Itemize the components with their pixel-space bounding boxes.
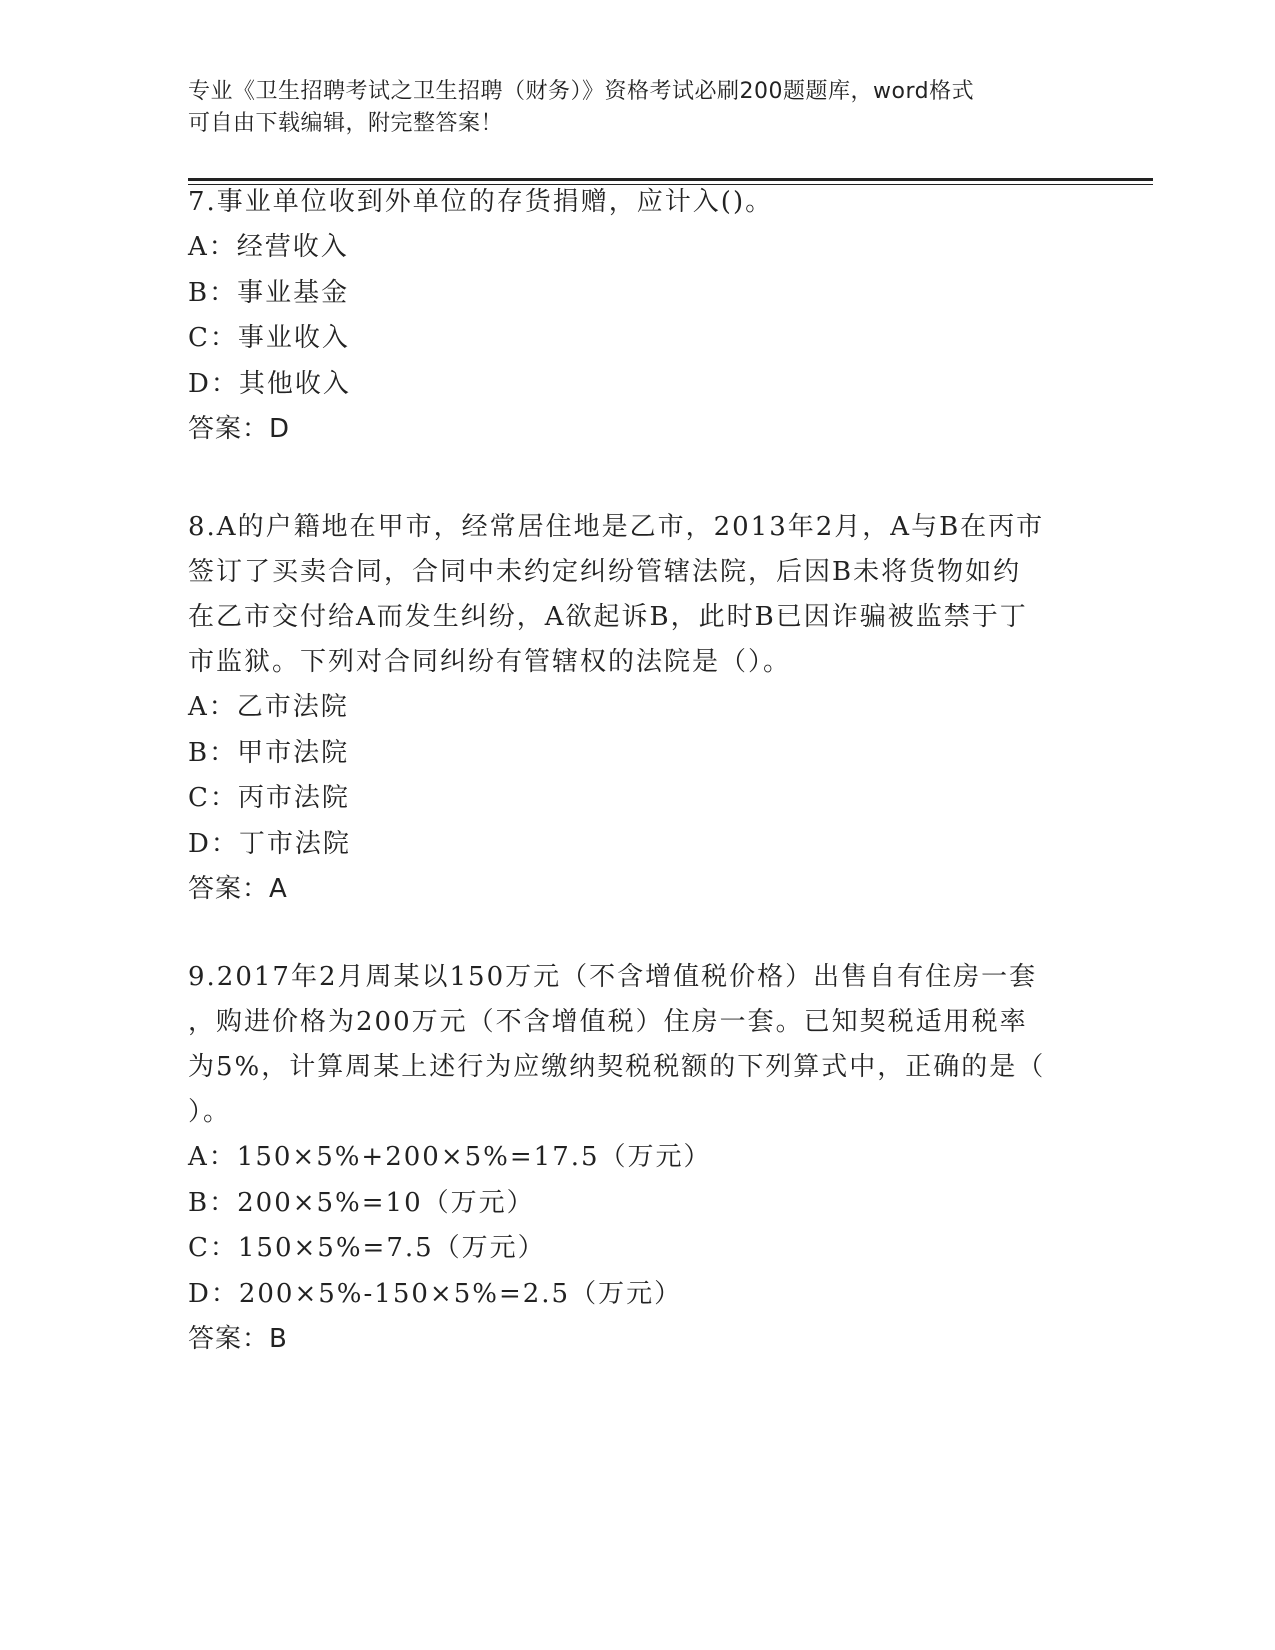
- question-stem-line: 7.事业单位收到外单位的存货捐赠，应计入()。: [188, 187, 774, 217]
- option-b: B：甲市法院: [188, 737, 350, 768]
- option-a: A：乙市法院: [188, 692, 349, 722]
- question-stem-line: 签订了买卖合同，合同中未约定纠纷管辖法院，后因B未将货物如约: [188, 557, 1022, 587]
- header-line-2: 可自由下载编辑，附完整答案！: [188, 111, 504, 136]
- question-stem-line: 为5%，计算周某上述行为应缴纳契税税额的下列算式中，正确的是（: [188, 1052, 1046, 1082]
- option-b: B：事业基金: [188, 277, 350, 308]
- question-stem-line: 在乙市交付给A而发生纠纷，A欲起诉B，此时B已因诈骗被监禁于丁: [188, 602, 1028, 632]
- option-b: B：200×5%=10（万元）: [188, 1187, 535, 1218]
- question-9: [188, 955, 1088, 1362]
- question-8: [188, 505, 1088, 912]
- option-a: A：经营收入: [188, 232, 349, 262]
- option-d: D：200×5%-150×5%=2.5（万元）: [188, 1278, 683, 1309]
- answer: 答案：B: [188, 1324, 288, 1354]
- option-d: D：丁市法院: [188, 828, 351, 859]
- question-stem-line: ）。: [188, 1097, 232, 1127]
- question-stem-line: ，购进价格为200万元（不含增值税）住房一套。已知契税适用税率: [188, 1007, 1028, 1037]
- question-stem-line: 市监狱。下列对合同纠纷有管辖权的法院是（）。: [188, 647, 792, 677]
- option-d: D：其他收入: [188, 368, 351, 399]
- option-c: C：丙市法院: [188, 783, 350, 813]
- document-header: [188, 76, 1068, 140]
- question-stem-line: 9.2017年2月周某以150万元（不含增值税价格）出售自有住房一套: [188, 962, 1038, 992]
- question-7: [188, 180, 1088, 452]
- question-stem-line: 8.A的户籍地在甲市，经常居住地是乙市，2013年2月，A与B在丙市: [188, 512, 1045, 542]
- option-c: C：事业收入: [188, 323, 350, 353]
- header-line-1: 专业《卫生招聘考试之卫生招聘（财务）》资格考试必刷200题题库，word格式: [188, 79, 975, 104]
- answer: 答案：D: [188, 414, 291, 444]
- option-c: C：150×5%=7.5（万元）: [188, 1233, 546, 1263]
- answer: 答案：A: [188, 874, 288, 904]
- option-a: A：150×5%+200×5%=17.5（万元）: [188, 1142, 712, 1172]
